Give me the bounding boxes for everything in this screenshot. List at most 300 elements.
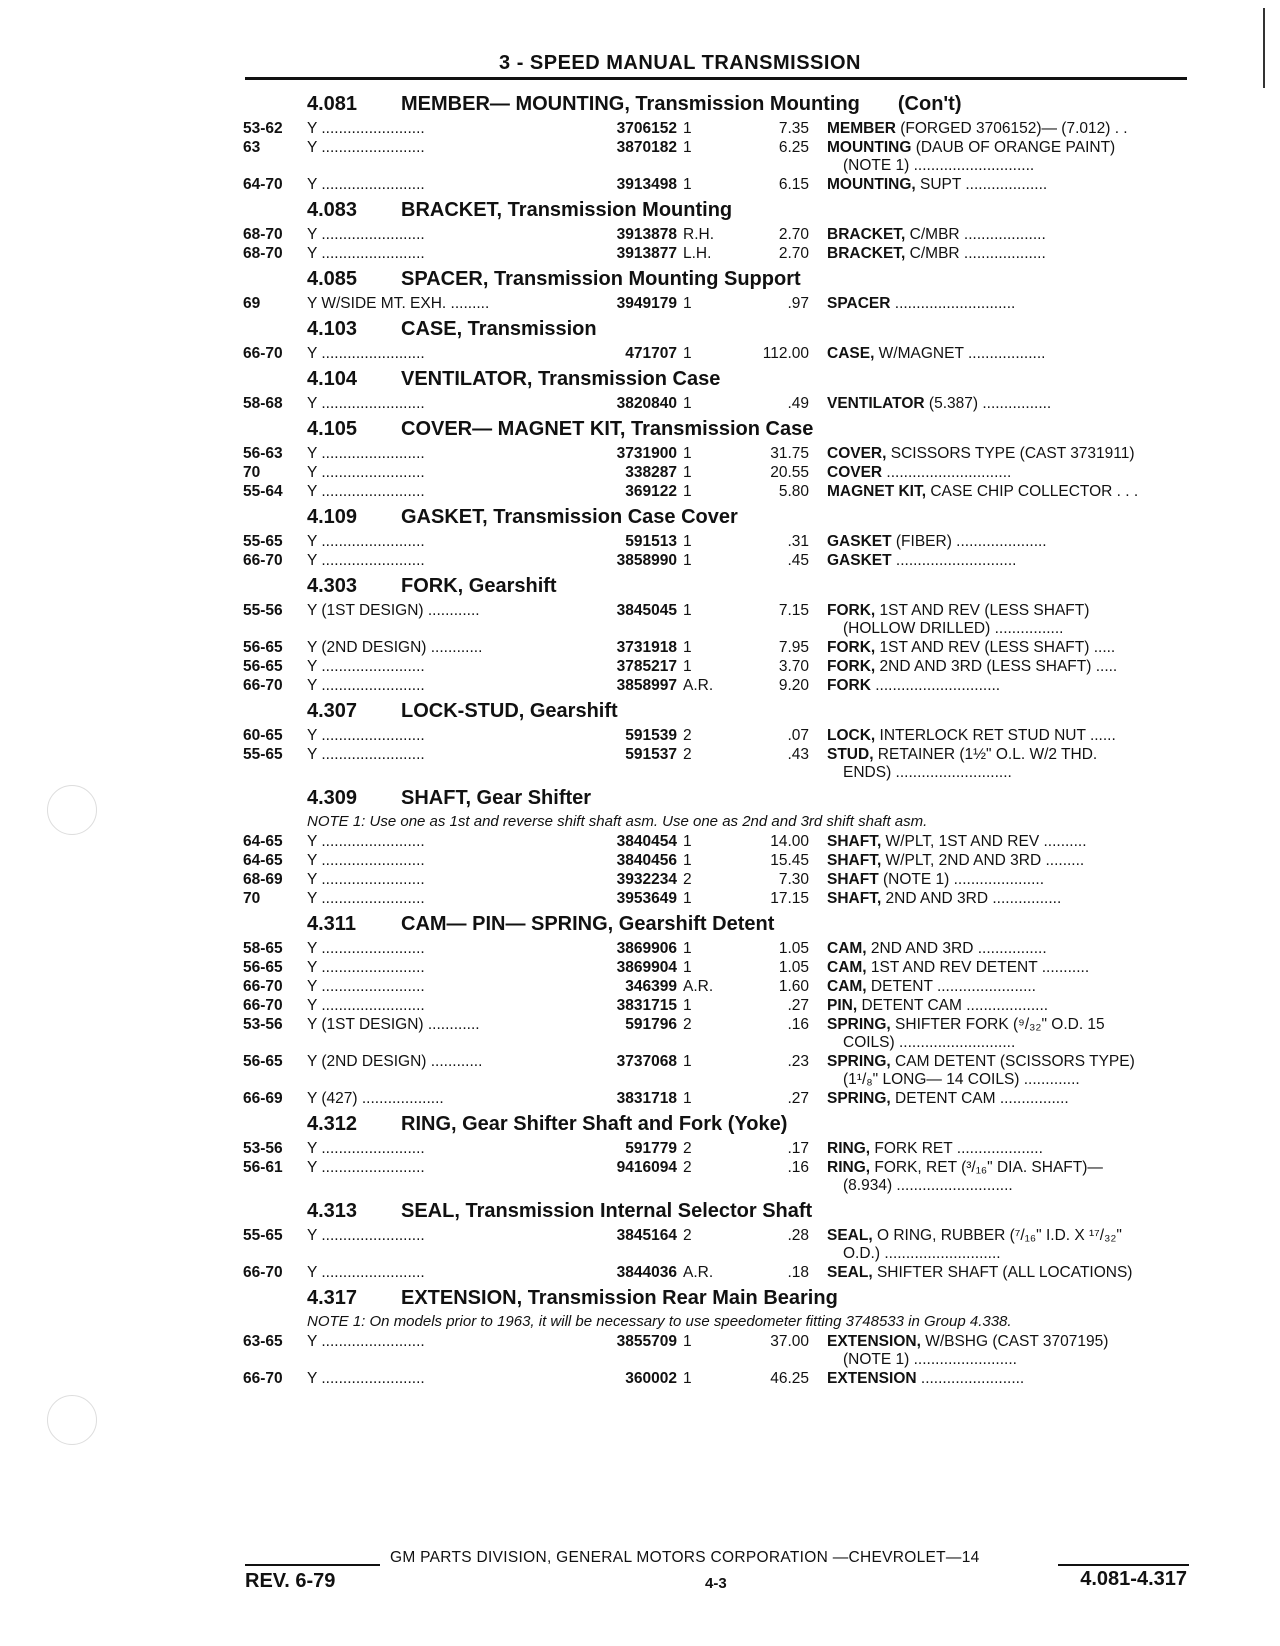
description-keyword: BRACKET, [827, 245, 906, 262]
part-row [243, 832, 1193, 851]
group-heading [243, 506, 1193, 529]
parts-group [243, 575, 1193, 695]
price: 9.20 [778, 677, 809, 694]
model-years: 66-70 [243, 1370, 283, 1387]
description-keyword: SPACER [827, 295, 891, 312]
part-number: 3913878 [616, 226, 677, 243]
continued-label: (Con't) [897, 93, 962, 115]
application: Y ........................ [307, 677, 425, 694]
description-keyword: SEAL, [827, 1264, 873, 1281]
model-years: 64-70 [243, 176, 283, 193]
model-years: 66-70 [243, 677, 283, 694]
quantity: 1 [683, 483, 692, 500]
group-heading [243, 1200, 1193, 1223]
part-row [243, 851, 1193, 870]
part-row [243, 657, 1193, 676]
group-heading [243, 268, 1193, 291]
part-row [243, 977, 1193, 996]
quantity: 1 [683, 533, 692, 550]
description-detail: SHIFTER SHAFT (ALL LOCATIONS) [872, 1264, 1133, 1281]
description-keyword: FORK, [827, 658, 876, 675]
part-row [243, 939, 1193, 958]
description-keyword: EXTENSION [827, 1370, 917, 1387]
description-continuation: O.D.) ........................... [843, 1245, 1001, 1262]
group-title: LOCK-STUD, Gearshift [401, 700, 618, 722]
quantity: 1 [683, 602, 692, 619]
part-description [827, 225, 1193, 244]
description-detail: CAM DETENT (SCISSORS TYPE) [890, 1053, 1135, 1070]
application: Y ........................ [307, 658, 425, 675]
part-row [243, 870, 1193, 889]
part-row [243, 638, 1193, 657]
quantity: 1 [683, 176, 692, 193]
description-detail: DETENT ....................... [866, 978, 1036, 995]
part-row [243, 996, 1193, 1015]
quantity: 1 [683, 833, 692, 850]
model-years: 58-68 [243, 395, 283, 412]
part-row [243, 551, 1193, 570]
part-row [243, 138, 1193, 175]
group-number: 4.104 [307, 368, 358, 390]
description-keyword: STUD, [827, 746, 874, 763]
group-heading [243, 93, 1193, 116]
description-detail: (NOTE 1) ..................... [878, 871, 1045, 888]
part-description [827, 638, 1193, 657]
quantity: 1 [683, 997, 692, 1014]
quantity: 1 [683, 959, 692, 976]
group-heading [243, 575, 1193, 598]
group-title: GASKET, Transmission Case Cover [401, 506, 738, 528]
quantity: 1 [683, 295, 692, 312]
quantity: 1 [683, 890, 692, 907]
description-keyword: SPRING, [827, 1053, 891, 1070]
description-keyword: MEMBER [827, 120, 896, 137]
application: Y ........................ [307, 120, 425, 137]
description-detail: ............................ [891, 552, 1017, 569]
application: Y ........................ [307, 345, 425, 362]
application: Y ........................ [307, 1227, 425, 1244]
part-number: 3731918 [616, 639, 677, 656]
price: .07 [787, 727, 809, 744]
parts-group [243, 913, 1193, 1108]
part-number: 3706152 [616, 120, 677, 137]
revision-date: REV. 6-79 [245, 1570, 336, 1592]
price: .16 [787, 1016, 809, 1033]
description-detail: ............................ [890, 295, 1016, 312]
model-years: 55-56 [243, 602, 283, 619]
group-number: 4.309 [307, 787, 358, 809]
part-number: 3840456 [616, 852, 677, 869]
part-number: 591513 [625, 533, 677, 550]
parts-group [243, 1200, 1193, 1282]
quantity: 1 [683, 1333, 692, 1350]
title-rule [245, 77, 1187, 80]
group-range: 4.081-4.317 [1080, 1568, 1187, 1590]
price: .31 [787, 533, 809, 550]
part-number: 3932234 [616, 871, 677, 888]
application: Y ........................ [307, 533, 425, 550]
description-keyword: RING, [827, 1140, 871, 1157]
quantity: A.R. [683, 978, 714, 995]
description-detail: C/MBR ................... [905, 226, 1046, 243]
part-description [827, 1015, 1193, 1034]
price: 14.00 [770, 833, 809, 850]
parts-group [243, 700, 1193, 782]
model-years: 68-69 [243, 871, 283, 888]
description-keyword: PIN, [827, 997, 858, 1014]
part-description [827, 676, 1193, 695]
group-heading [243, 1287, 1193, 1310]
application: Y (2ND DESIGN) ............ [307, 1053, 483, 1070]
description-continuation: COILS) ........................... [843, 1034, 1016, 1051]
description-keyword: SPRING, [827, 1090, 891, 1107]
price: 17.15 [770, 890, 809, 907]
application: Y ........................ [307, 395, 425, 412]
part-description [827, 977, 1193, 996]
model-years: 64-65 [243, 833, 283, 850]
part-number: 3949179 [616, 295, 677, 312]
description-detail: (FIBER) ..................... [891, 533, 1047, 550]
part-row [243, 1263, 1193, 1282]
parts-group [243, 506, 1193, 570]
application: Y ........................ [307, 483, 425, 500]
application: Y ........................ [307, 1264, 425, 1281]
description-continuation: ENDS) ........................... [843, 764, 1012, 781]
quantity: 1 [683, 139, 692, 156]
part-row [243, 958, 1193, 977]
part-number: 591539 [625, 727, 677, 744]
application: Y ........................ [307, 176, 425, 193]
price: 1.05 [778, 940, 809, 957]
model-years: 56-63 [243, 445, 283, 462]
parts-group [243, 318, 1193, 363]
description-detail: C/MBR ................... [905, 245, 1046, 262]
description-detail: DETENT CAM ................ [890, 1090, 1069, 1107]
application: Y ........................ [307, 997, 425, 1014]
price: 37.00 [770, 1333, 809, 1350]
group-number: 4.103 [307, 318, 358, 340]
group-title: COVER— MAGNET KIT, Transmission Case [401, 418, 814, 440]
part-description [827, 601, 1193, 620]
quantity: 1 [683, 1053, 692, 1070]
group-number: 4.307 [307, 700, 358, 722]
part-row [243, 532, 1193, 551]
group-title: BRACKET, Transmission Mounting [401, 199, 733, 221]
quantity: 2 [683, 1227, 692, 1244]
part-description [827, 958, 1193, 977]
description-detail: W/MAGNET .................. [874, 345, 1046, 362]
group-number: 4.081 [307, 93, 358, 115]
description-detail: W/PLT, 2ND AND 3RD ......... [881, 852, 1085, 869]
part-number: 3913498 [616, 176, 677, 193]
model-years: 55-65 [243, 533, 283, 550]
model-years: 56-65 [243, 658, 283, 675]
quantity: 1 [683, 940, 692, 957]
part-description [827, 851, 1193, 870]
model-years: 55-64 [243, 483, 283, 500]
model-years: 60-65 [243, 727, 283, 744]
part-description [827, 1158, 1193, 1177]
group-number: 4.303 [307, 575, 358, 597]
part-description [827, 1089, 1193, 1108]
group-number: 4.313 [307, 1200, 358, 1222]
footer-publisher: GM PARTS DIVISION, GENERAL MOTORS CORPORATION —CHEVROLET—14 [390, 1549, 980, 1566]
price: 2.70 [778, 226, 809, 243]
part-description [827, 532, 1193, 551]
group-heading [243, 913, 1193, 936]
description-keyword: SHAFT [827, 871, 879, 888]
price: 7.95 [778, 639, 809, 656]
model-years: 64-65 [243, 852, 283, 869]
application: Y (427) ................... [307, 1090, 444, 1107]
group-heading [243, 1113, 1193, 1136]
price: .97 [787, 295, 809, 312]
part-row [243, 1089, 1193, 1108]
model-years: 69 [243, 295, 261, 312]
binder-hole [47, 785, 97, 835]
application: Y ........................ [307, 139, 425, 156]
application: Y ........................ [307, 727, 425, 744]
price: 2.70 [778, 245, 809, 262]
price: .49 [787, 395, 809, 412]
model-years: 55-65 [243, 746, 283, 763]
part-description [827, 138, 1193, 157]
part-row [243, 463, 1193, 482]
part-number: 360002 [625, 1370, 677, 1387]
quantity: L.H. [683, 245, 712, 262]
quantity: A.R. [683, 1264, 714, 1281]
parts-group [243, 268, 1193, 313]
part-row [243, 745, 1193, 782]
application: Y ........................ [307, 940, 425, 957]
description-detail: SCISSORS TYPE (CAST 3731911) [886, 445, 1135, 462]
description-keyword: MOUNTING [827, 139, 912, 156]
part-number: 369122 [625, 483, 677, 500]
group-number: 4.105 [307, 418, 358, 440]
parts-group [243, 93, 1193, 194]
quantity: 1 [683, 395, 692, 412]
description-keyword: BRACKET, [827, 226, 906, 243]
description-keyword: CASE, [827, 345, 875, 362]
description-keyword: GASKET [827, 552, 892, 569]
price: .28 [787, 1227, 809, 1244]
group-heading [243, 787, 1193, 810]
part-row [243, 394, 1193, 413]
quantity: 1 [683, 464, 692, 481]
group-note: NOTE 1: On models prior to 1963, it will be necessary to use speedometer fitting 3748533 in Group 4.338. [307, 1313, 1012, 1330]
part-description [827, 344, 1193, 363]
model-years: 70 [243, 464, 261, 481]
description-keyword: COVER [827, 464, 883, 481]
group-number: 4.312 [307, 1113, 358, 1135]
description-keyword: FORK, [827, 602, 876, 619]
part-number: 9416094 [616, 1159, 677, 1176]
price: 6.25 [778, 139, 809, 156]
part-number: 3844036 [616, 1264, 677, 1281]
part-row [243, 601, 1193, 638]
quantity: 1 [683, 639, 692, 656]
quantity: 1 [683, 1090, 692, 1107]
description-detail: (5.387) ................ [924, 395, 1052, 412]
part-number: 346399 [625, 978, 677, 995]
description-detail: W/BSHG (CAST 3707195) [920, 1333, 1109, 1350]
description-detail: 2ND AND 3RD ................ [881, 890, 1062, 907]
parts-group [243, 368, 1193, 413]
description-detail: CASE CHIP COLLECTOR . . . [926, 483, 1139, 500]
description-keyword: MOUNTING, [827, 176, 916, 193]
part-number: 3845164 [616, 1227, 677, 1244]
description-detail: (DAUB OF ORANGE PAINT) [911, 139, 1116, 156]
model-years: 66-70 [243, 978, 283, 995]
model-years: 55-65 [243, 1227, 283, 1244]
group-heading [243, 700, 1193, 723]
description-detail: RETAINER (1½" O.L. W/2 THD. [873, 746, 1098, 763]
part-description [827, 394, 1193, 413]
part-number: 591796 [625, 1016, 677, 1033]
price: 112.00 [762, 345, 809, 362]
part-description [827, 726, 1193, 745]
description-keyword: SPRING, [827, 1016, 891, 1033]
page-title: 3 - SPEED MANUAL TRANSMISSION [499, 52, 861, 74]
part-row [243, 482, 1193, 501]
part-description [827, 832, 1193, 851]
description-keyword: COVER, [827, 445, 887, 462]
model-years: 56-65 [243, 1053, 283, 1070]
application: Y ........................ [307, 1140, 425, 1157]
model-years: 56-65 [243, 639, 283, 656]
description-detail: FORK RET .................... [870, 1140, 1043, 1157]
part-description [827, 939, 1193, 958]
application: Y (1ST DESIGN) ............ [307, 1016, 480, 1033]
description-detail: 1ST AND REV DETENT ........... [866, 959, 1090, 976]
description-detail: FORK, RET (³/₁₆" DIA. SHAFT)— [870, 1159, 1103, 1176]
quantity: 2 [683, 1159, 692, 1176]
quantity: 2 [683, 727, 692, 744]
model-years: 66-70 [243, 552, 283, 569]
description-continuation: (8.934) ........................... [843, 1177, 1013, 1194]
price: 6.15 [778, 176, 809, 193]
page-number: 4-3 [705, 1575, 727, 1592]
application: Y ........................ [307, 1370, 425, 1387]
group-title: SHAFT, Gear Shifter [401, 787, 592, 809]
price: 1.05 [778, 959, 809, 976]
group-number: 4.311 [307, 913, 356, 935]
footer-rule-right [1058, 1564, 1189, 1566]
quantity: A.R. [683, 677, 714, 694]
description-keyword: SHAFT, [827, 890, 882, 907]
description-detail: ........................ [916, 1370, 1025, 1387]
description-keyword: FORK, [827, 639, 876, 656]
application: Y ........................ [307, 833, 425, 850]
model-years: 66-70 [243, 345, 283, 362]
binder-hole [47, 1395, 97, 1445]
application: Y ........................ [307, 871, 425, 888]
model-years: 66-70 [243, 997, 283, 1014]
application: Y (1ST DESIGN) ............ [307, 602, 480, 619]
quantity: R.H. [683, 226, 714, 243]
group-title: VENTILATOR, Transmission Case [401, 368, 721, 390]
description-detail: SHIFTER FORK (⁹/₃₂" O.D. 15 [890, 1016, 1105, 1033]
price: 46.25 [770, 1370, 809, 1387]
part-row [243, 244, 1193, 263]
part-row [243, 676, 1193, 695]
description-keyword: GASKET [827, 533, 892, 550]
part-number: 3737068 [616, 1053, 677, 1070]
model-years: 53-56 [243, 1140, 283, 1157]
application: Y W/SIDE MT. EXH. ......... [307, 295, 490, 312]
footer-rule-left [245, 1564, 380, 1566]
part-description [827, 294, 1193, 313]
part-number: 3858997 [616, 677, 677, 694]
part-row [243, 294, 1193, 313]
application: Y ........................ [307, 746, 425, 763]
price: .16 [787, 1159, 809, 1176]
model-years: 53-56 [243, 1016, 283, 1033]
part-description [827, 870, 1193, 889]
parts-list [243, 88, 1193, 1388]
description-keyword: CAM, [827, 940, 867, 957]
price: .23 [787, 1053, 809, 1070]
quantity: 1 [683, 1370, 692, 1387]
part-row [243, 1015, 1193, 1052]
part-number: 3785217 [616, 658, 677, 675]
price: 15.45 [770, 852, 809, 869]
price: 31.75 [770, 445, 809, 462]
part-row [243, 1332, 1193, 1369]
group-title: SPACER, Transmission Mounting Support [401, 268, 801, 290]
group-heading [243, 199, 1193, 222]
part-description [827, 1052, 1193, 1071]
part-number: 3731900 [616, 445, 677, 462]
description-keyword: MAGNET KIT, [827, 483, 927, 500]
part-description [827, 1263, 1193, 1282]
description-continuation: (NOTE 1) ........................ [843, 1351, 1017, 1368]
part-number: 471707 [625, 345, 677, 362]
description-detail: ............................. [882, 464, 1012, 481]
part-row [243, 119, 1193, 138]
application: Y ........................ [307, 978, 425, 995]
part-row [243, 444, 1193, 463]
parts-group [243, 1113, 1193, 1195]
part-row [243, 1052, 1193, 1089]
part-description [827, 482, 1193, 501]
description-keyword: VENTILATOR [827, 395, 925, 412]
price: 20.55 [770, 464, 809, 481]
description-keyword: CAM, [827, 978, 867, 995]
group-title: CASE, Transmission [401, 318, 597, 340]
price: 7.35 [778, 120, 809, 137]
description-keyword: LOCK, [827, 727, 876, 744]
part-number: 3953649 [616, 890, 677, 907]
part-row [243, 889, 1193, 908]
part-number: 3845045 [616, 602, 677, 619]
description-detail: 2ND AND 3RD (LESS SHAFT) ..... [875, 658, 1118, 675]
part-number: 3913877 [616, 245, 677, 262]
application: Y ........................ [307, 445, 425, 462]
quantity: 2 [683, 871, 692, 888]
part-description [827, 244, 1193, 263]
part-description [827, 889, 1193, 908]
description-detail: ............................. [870, 677, 1001, 694]
part-description [827, 551, 1193, 570]
part-number: 3831718 [616, 1090, 677, 1107]
model-years: 53-62 [243, 120, 283, 137]
price: .27 [787, 997, 809, 1014]
description-detail: SUPT ................... [915, 176, 1048, 193]
description-keyword: SHAFT, [827, 833, 882, 850]
part-number: 591537 [625, 746, 677, 763]
part-description [827, 1332, 1193, 1351]
